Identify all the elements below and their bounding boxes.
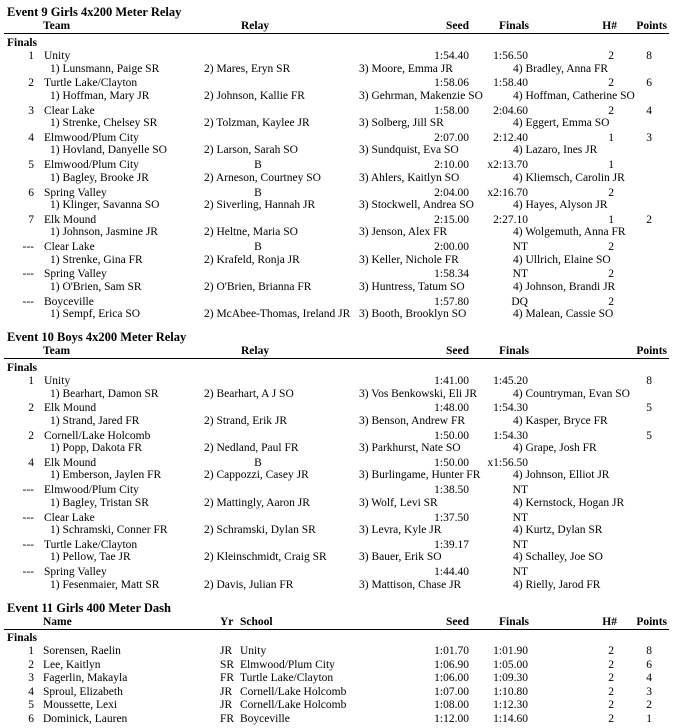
place: 1 [28, 50, 34, 62]
col-header-seed: Seed [446, 345, 469, 357]
seed-time: 1:50.00 [434, 456, 469, 469]
leg-3-runner: 3) Bauer, Erik SO [359, 551, 442, 564]
seed-time: 1:41.00 [434, 375, 469, 387]
place: 4 [28, 456, 34, 469]
seed-time: 1:12.00 [434, 712, 469, 725]
leg-3-runner: 3) Ahlers, Kaitlyn SO [359, 171, 460, 184]
athlete-name: Sorensen, Raelin [43, 645, 121, 657]
team-name: Unity [44, 50, 71, 62]
finals-time: 1:14.60 [493, 712, 528, 725]
seed-time: 1:57.80 [434, 295, 469, 308]
leg-3-runner: 3) Mattison, Chase JR [359, 578, 462, 591]
athlete-year: SR [220, 658, 235, 671]
leg-1-runner: 1) Bagley, Tristan SR [50, 496, 149, 509]
col-header-points: Points [636, 345, 667, 357]
leg-1-runner: 1) Sempf, Erica SO [50, 308, 141, 321]
heat-number: 2 [608, 645, 614, 657]
school-name: Turtle Lake/Clayton [240, 672, 334, 684]
finals-time: 1:56.50 [493, 50, 528, 62]
leg-3-runner: 3) Huntress, Tatum SO [359, 280, 465, 293]
finals-time: x2:16.70 [487, 186, 528, 199]
leg-2-runner: 2) Mares, Eryn SR [204, 62, 291, 75]
seed-time: 1:06.90 [434, 658, 469, 671]
relay-letter: B [254, 186, 262, 199]
points: 8 [646, 50, 652, 62]
points: 6 [646, 77, 652, 90]
finals-time: NT [512, 538, 528, 551]
leg-1-runner: 1) Hoffman, Mary JR [50, 89, 150, 102]
leg-2-runner: 2) McAbee-Thomas, Ireland JR [204, 308, 351, 321]
athlete-year: JR [220, 645, 233, 657]
leg-2-runner: 2) Krafeld, Ronja JR [204, 253, 300, 266]
col-header-heat: H# [602, 616, 617, 628]
place: 4 [28, 685, 34, 698]
leg-4-runner: 4) Bradley, Anna FR [513, 62, 609, 75]
finals-time: x2:13.70 [487, 159, 528, 172]
team-name: Spring Valley [44, 566, 107, 579]
points: 3 [646, 685, 652, 698]
school-name: Elmwood/Plum City [240, 658, 335, 671]
team-name: Cornell/Lake Holcomb [44, 429, 151, 442]
leg-4-runner: 4) Lazaro, Ines JR [513, 144, 598, 157]
col-header-finals: Finals [499, 345, 530, 357]
finals-time: NT [512, 566, 528, 579]
athlete-name: Moussette, Lexi [43, 699, 118, 711]
team-name: Boyceville [44, 295, 94, 308]
leg-1-runner: 1) Strand, Jared FR [50, 414, 140, 427]
leg-2-runner: 2) Strand, Erik JR [204, 414, 288, 427]
seed-time: 2:00.00 [434, 241, 469, 254]
seed-time: 2:04.00 [434, 186, 469, 199]
finals-time: x1:56.50 [487, 456, 528, 469]
heat-number: 2 [608, 295, 614, 308]
team-name: Turtle Lake/Clayton [44, 77, 138, 90]
heat-number: 2 [608, 658, 614, 671]
team-name: Turtle Lake/Clayton [44, 538, 138, 551]
leg-4-runner: 4) Kurtz, Dylan SR [513, 524, 603, 536]
finals-time: 2:04.60 [493, 104, 528, 117]
points: 2 [646, 699, 652, 711]
col-header-finals: Finals [499, 20, 530, 32]
place: 6 [28, 712, 34, 725]
leg-1-runner: 1) Fesenmaier, Matt SR [50, 578, 160, 591]
athlete-year: FR [220, 672, 235, 684]
place: 1 [28, 645, 34, 657]
leg-2-runner: 2) O'Brien, Brianna FR [204, 280, 312, 293]
col-header-heat: H# [602, 20, 617, 32]
points: 5 [646, 402, 652, 415]
heat-number: 2 [608, 712, 614, 725]
leg-3-runner: 3) Levra, Kyle JR [359, 524, 442, 536]
seed-time: 2:10.00 [434, 159, 469, 172]
points: 3 [646, 131, 652, 144]
leg-2-runner: 2) Mattingly, Aaron JR [204, 496, 310, 509]
heat-number: 1 [608, 213, 614, 226]
finals-time: 1:10.80 [493, 685, 528, 698]
finals-time: NT [512, 268, 528, 281]
team-name: Spring Valley [44, 268, 107, 281]
team-name: Clear Lake [44, 241, 95, 254]
seed-time: 2:07.00 [434, 131, 469, 144]
leg-1-runner: 1) Strenke, Gina FR [50, 253, 143, 266]
place: 6 [28, 186, 34, 199]
seed-time: 1:50.00 [434, 429, 469, 442]
heat-number: 1 [608, 131, 614, 144]
col-header-team: Team [43, 345, 71, 357]
place: --- [22, 566, 34, 579]
section-label: Finals [7, 362, 38, 374]
leg-4-runner: 4) Kliemsch, Carolin JR [513, 171, 625, 184]
finals-time: NT [512, 511, 528, 524]
leg-1-runner: 1) Hovland, Danyelle SO [50, 144, 167, 157]
leg-3-runner: 3) Gehrman, Makenzie SO [359, 89, 483, 102]
athlete-name: Fagerlin, Makayla [43, 672, 128, 684]
team-name: Clear Lake [44, 511, 95, 524]
team-name: Elmwood/Plum City [44, 131, 139, 144]
leg-4-runner: 4) Countryman, Evan SO [513, 387, 630, 400]
leg-4-runner: 4) Eggert, Emma SO [513, 117, 610, 130]
event-title: Event 11 Girls 400 Meter Dash [7, 601, 171, 615]
leg-2-runner: 2) Tolzman, Kaylee JR [204, 117, 310, 130]
leg-3-runner: 3) Sundquist, Eva SO [359, 144, 459, 157]
place: --- [22, 484, 34, 497]
leg-2-runner: 2) Larson, Sarah SO [204, 144, 298, 157]
col-header-points: Points [636, 616, 667, 628]
finals-time: 1:45.20 [493, 375, 528, 387]
divider [4, 33, 669, 34]
points: 2 [646, 213, 652, 226]
leg-3-runner: 3) Stockwell, Andrea SO [359, 199, 474, 211]
seed-time: 2:15.00 [434, 213, 469, 226]
place: 1 [28, 375, 34, 387]
leg-1-runner: 1) Bearhart, Damon SR [50, 387, 159, 400]
points: 6 [646, 658, 652, 671]
col-header-name: Name [43, 616, 72, 628]
school-name: Cornell/Lake Holcomb [240, 685, 347, 698]
event-title: Event 10 Boys 4x200 Meter Relay [7, 330, 187, 344]
heat-number: 2 [608, 699, 614, 711]
seed-time: 1:37.50 [434, 511, 469, 524]
finals-time: DQ [511, 295, 528, 308]
place: --- [22, 241, 34, 254]
col-header-finals: Finals [499, 616, 530, 628]
leg-3-runner: 3) Vos Benkowski, Eli JR [359, 387, 478, 400]
athlete-year: JR [220, 699, 233, 711]
heat-number: 2 [608, 77, 614, 90]
seed-time: 1:06.00 [434, 672, 469, 684]
leg-4-runner: 4) Rielly, Jarod FR [513, 578, 601, 591]
school-name: Unity [240, 645, 267, 657]
leg-3-runner: 3) Solberg, Jill SR [359, 117, 444, 130]
finals-time: 1:09.30 [493, 672, 528, 684]
leg-4-runner: 4) Johnson, Brandi JR [513, 280, 616, 293]
athlete-name: Sproul, Elizabeth [43, 685, 123, 698]
athlete-year: FR [220, 712, 235, 725]
team-name: Elmwood/Plum City [44, 159, 139, 172]
divider [4, 358, 669, 359]
leg-1-runner: 1) Schramski, Conner FR [50, 524, 168, 536]
seed-time: 1:44.40 [434, 566, 469, 579]
leg-4-runner: 4) Schalley, Joe SO [513, 551, 603, 564]
finals-time: 1:54.30 [493, 429, 528, 442]
heat-number: 2 [608, 241, 614, 254]
leg-3-runner: 3) Booth, Brooklyn SO [359, 308, 467, 321]
seed-time: 1:39.17 [434, 538, 469, 551]
section-label: Finals [7, 37, 38, 49]
finals-time: 1:54.30 [493, 402, 528, 415]
leg-1-runner: 1) Lunsmann, Paige SR [50, 62, 160, 75]
finals-time: 1:12.30 [493, 699, 528, 711]
section-label: Finals [7, 632, 38, 644]
finals-time: NT [512, 241, 528, 254]
divider [4, 629, 669, 630]
heat-number: 2 [608, 50, 614, 62]
points: 4 [646, 672, 652, 684]
leg-1-runner: 1) Popp, Dakota FR [50, 442, 142, 455]
school-name: Cornell/Lake Holcomb [240, 699, 347, 711]
col-header-relay: Relay [241, 20, 270, 32]
heat-number: 2 [608, 685, 614, 698]
team-name: Elk Mound [44, 213, 97, 226]
team-name: Elk Mound [44, 402, 97, 415]
leg-4-runner: 4) Johnson, Elliot JR [513, 469, 610, 482]
leg-3-runner: 3) Parkhurst, Nate SO [359, 442, 461, 455]
leg-1-runner: 1) Pellow, Tae JR [50, 551, 131, 564]
leg-1-runner: 1) Emberson, Jaylen FR [50, 469, 162, 482]
seed-time: 1:48.00 [434, 402, 469, 415]
finals-time: 2:12.40 [493, 131, 528, 144]
leg-2-runner: 2) Johnson, Kallie FR [204, 89, 305, 102]
col-header-seed: Seed [446, 616, 469, 628]
leg-4-runner: 4) Ullrich, Elaine SO [513, 253, 611, 266]
leg-1-runner: 1) Klinger, Savanna SO [50, 199, 160, 211]
leg-1-runner: 1) O'Brien, Sam SR [50, 280, 142, 293]
team-name: Spring Valley [44, 186, 107, 199]
team-name: Unity [44, 375, 71, 387]
seed-time: 1:58.00 [434, 104, 469, 117]
leg-1-runner: 1) Strenke, Chelsey SR [50, 117, 158, 130]
points: 8 [646, 645, 652, 657]
place: 5 [28, 699, 34, 711]
leg-3-runner: 3) Wolf, Levi SR [359, 496, 438, 509]
heat-number: 2 [608, 104, 614, 117]
col-header-relay: Relay [241, 345, 270, 357]
points: 4 [646, 104, 652, 117]
leg-4-runner: 4) Hayes, Alyson JR [513, 199, 608, 211]
finals-time: 2:27.10 [493, 213, 528, 226]
heat-number: 1 [608, 159, 614, 172]
athlete-year: JR [220, 685, 233, 698]
team-name: Clear Lake [44, 104, 95, 117]
leg-1-runner: 1) Bagley, Brooke JR [50, 171, 149, 184]
col-header-seed: Seed [446, 20, 469, 32]
points: 8 [646, 375, 652, 387]
heat-number: 2 [608, 672, 614, 684]
col-header-yr: Yr [220, 616, 234, 628]
leg-4-runner: 4) Hoffman, Catherine SO [513, 89, 635, 102]
points: 5 [646, 429, 652, 442]
heat-number: 2 [608, 268, 614, 281]
leg-2-runner: 2) Kleinschmidt, Craig SR [204, 551, 327, 564]
place: 3 [28, 104, 34, 117]
finals-time: 1:05.00 [493, 658, 528, 671]
place: 2 [28, 77, 34, 90]
leg-3-runner: 3) Benson, Andrew FR [359, 414, 466, 427]
leg-1-runner: 1) Johnson, Jasmine JR [50, 226, 158, 239]
place: --- [22, 295, 34, 308]
seed-time: 1:08.00 [434, 699, 469, 711]
place: --- [22, 538, 34, 551]
place: 4 [28, 131, 34, 144]
seed-time: 1:54.40 [434, 50, 469, 62]
leg-3-runner: 3) Keller, Nichole FR [359, 253, 459, 266]
finals-time: 1:58.40 [493, 77, 528, 90]
leg-3-runner: 3) Jenson, Alex FR [359, 226, 448, 239]
athlete-name: Lee, Kaitlyn [43, 658, 101, 671]
leg-4-runner: 4) Grape, Josh FR [513, 442, 597, 455]
place: 5 [28, 159, 34, 172]
leg-2-runner: 2) Schramski, Dylan SR [204, 524, 316, 536]
place: 2 [28, 402, 34, 415]
school-name: Boyceville [240, 712, 290, 725]
seed-time: 1:07.00 [434, 685, 469, 698]
relay-letter: B [254, 456, 262, 469]
leg-2-runner: 2) Siverling, Hannah JR [204, 199, 316, 211]
finals-time: 1:01.90 [493, 645, 528, 657]
seed-time: 1:58.34 [434, 268, 469, 281]
leg-2-runner: 2) Heltne, Maria SO [204, 226, 298, 239]
team-name: Elk Mound [44, 456, 97, 469]
relay-letter: B [254, 159, 262, 172]
leg-4-runner: 4) Kernstock, Hogan JR [513, 496, 625, 509]
leg-2-runner: 2) Davis, Julian FR [204, 578, 294, 591]
team-name: Elmwood/Plum City [44, 484, 139, 497]
leg-4-runner: 4) Kasper, Bryce FR [513, 414, 608, 427]
athlete-name: Dominick, Lauren [43, 712, 128, 725]
seed-time: 1:38.50 [434, 484, 469, 497]
place: 7 [28, 213, 34, 226]
leg-3-runner: 3) Burlingame, Hunter FR [359, 469, 481, 482]
place: 3 [28, 672, 34, 684]
event-title: Event 9 Girls 4x200 Meter Relay [7, 5, 182, 19]
points: 1 [646, 712, 652, 725]
seed-time: 1:58.06 [434, 77, 469, 90]
finals-time: NT [512, 484, 528, 497]
place: 2 [28, 429, 34, 442]
leg-2-runner: 2) Cappozzi, Casey JR [204, 469, 309, 482]
col-header-points: Points [636, 20, 667, 32]
leg-2-runner: 2) Arneson, Courtney SO [204, 171, 321, 184]
relay-letter: B [254, 241, 262, 254]
seed-time: 1:01.70 [434, 645, 469, 657]
place: --- [22, 511, 34, 524]
leg-2-runner: 2) Nedland, Paul FR [204, 442, 299, 455]
leg-4-runner: 4) Wolgemuth, Anna FR [513, 226, 626, 239]
col-header-team: Team [43, 20, 71, 32]
leg-3-runner: 3) Moore, Emma JR [359, 62, 453, 75]
place: 2 [28, 658, 34, 671]
heat-number: 2 [608, 186, 614, 199]
leg-4-runner: 4) Malean, Cassie SO [513, 308, 614, 321]
leg-2-runner: 2) Bearhart, A J SO [204, 387, 294, 400]
col-header-school: School [240, 616, 273, 628]
place: --- [22, 268, 34, 281]
